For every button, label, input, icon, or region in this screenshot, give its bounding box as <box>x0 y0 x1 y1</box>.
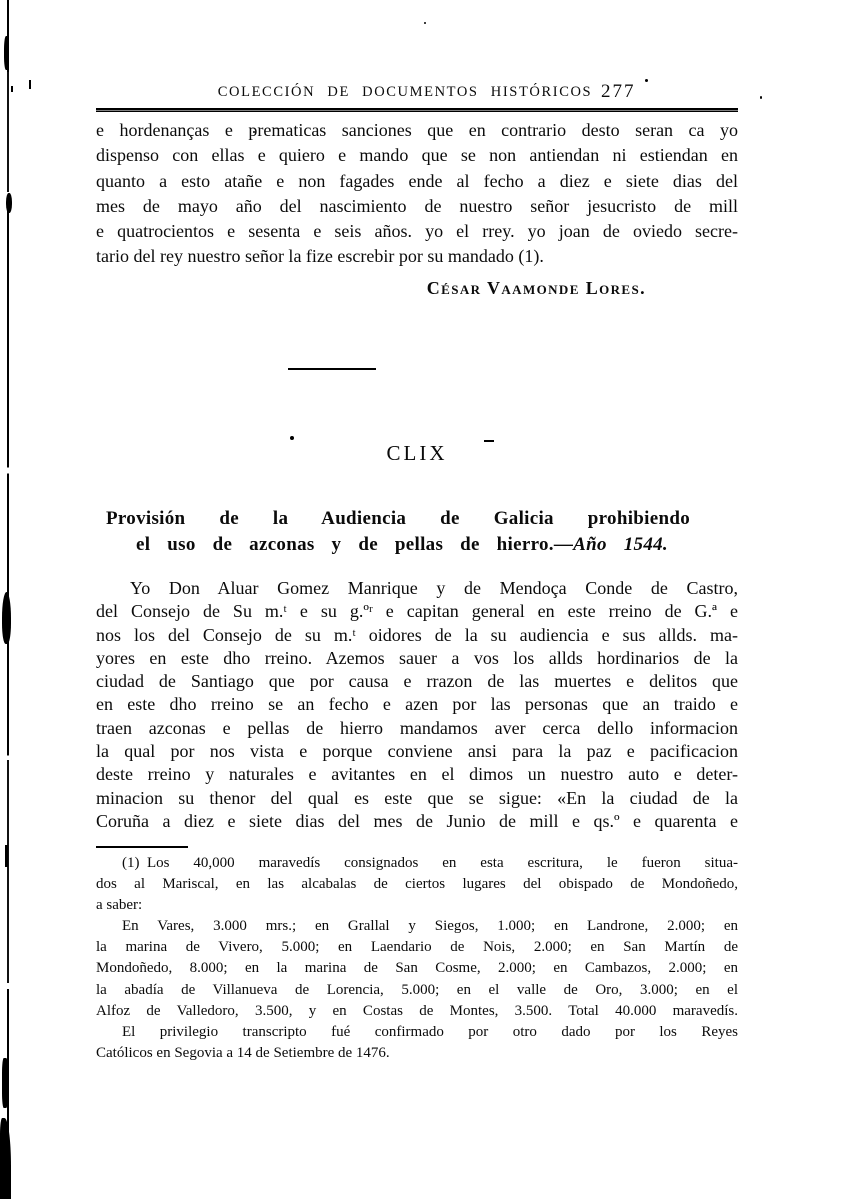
footnote-line: En Vares, 3.000 mrs.; en Grallal y Siegos, 1.000; en Landrone, 2.000; en <box>122 918 738 935</box>
ink-tick <box>29 80 31 89</box>
ink-tick <box>11 86 13 92</box>
footnote-rule <box>96 846 188 848</box>
text-line: deste rreino y naturales e avitantes en el dimos un nuestro auto e deter- <box>96 764 738 785</box>
footnote-line: (1) Los 40,000 maravedís consignados en esta escritura, le fueron situa- <box>122 855 738 871</box>
text-line: del Consejo de Su m.ᵗ e su g.ºʳ e capitan general en este rreino de G.ª e <box>96 601 738 622</box>
text-line: minacion su thenor del qual es este que se sigue: «En la ciudad de la <box>96 787 738 808</box>
footnote-line: Católicos en Segovia a 14 de Setiembre de 1476. <box>96 1044 390 1061</box>
footnote-line: la marina de Vivero, 5.000; en Laendario de Nois, 2.000; en San Martín de <box>96 939 738 956</box>
closing-paragraph <box>96 118 738 270</box>
ink-blob <box>2 1058 8 1108</box>
text-line: Yo Don Aluar Gomez Manrique y de Mendoça Conde de Castro, <box>130 578 738 598</box>
footnote <box>96 853 738 1064</box>
section-divider-rule <box>288 368 376 370</box>
page-number: 277 <box>601 81 636 102</box>
text-line: yores en este dho rreino. Azemos sauer a vos los allds hordinarios de la <box>96 647 738 668</box>
ink-blob <box>2 592 11 644</box>
ink-blob <box>4 36 9 70</box>
text-line: dispenso con ellas e quiero e mando que se non antiendan ni estiendan en <box>96 145 738 166</box>
ink-blob <box>5 845 8 867</box>
running-title: COLECCIÓN DE DOCUMENTOS HISTÓRICOS <box>217 84 593 100</box>
body-paragraph <box>96 577 738 833</box>
text-line: ciudad de Santiago que por causa e rrazon de las muertes e delitos que <box>96 671 738 692</box>
text-line: nos los del Consejo de su m.ᵗ oidores de la su audiencia e sus allds. ma- <box>96 624 738 645</box>
text-line: mes de mayo año del nascimiento de nuestro señor jesucristo de mill <box>96 195 738 216</box>
section-title-line-2 <box>106 532 690 558</box>
section-title-year: Año 1544. <box>573 534 668 555</box>
text-line: tario del rey nuestro señor la fize escrebir por su mandado (1). <box>96 246 544 267</box>
footnote-line: a saber: <box>96 897 143 914</box>
text-line: traen azconas e pellas de hierro mandamos aver cerca dello informacion <box>96 717 738 738</box>
section-title-line-2-text: el uso de azconas y de pellas de hierro.— <box>136 534 574 555</box>
ink-blob <box>6 193 12 213</box>
footnote-line: El privilegio transcripto fué confirmado por otro dado por los Reyes <box>122 1023 738 1040</box>
section-title <box>106 506 690 558</box>
ink-speck <box>424 22 426 24</box>
section-title-line-1: Provisión de la Audiencia de Galicia prohibiendo <box>106 508 690 529</box>
text-line: en este dho rreino se an fecho e azen por las personas que an traido e <box>96 694 738 715</box>
footnote-line: Alfoz de Valledoro, 3.500, y en Costas de Montes, 3.500. Total 40.000 maravedís. <box>96 1002 738 1019</box>
header-rule <box>96 108 738 112</box>
footnote-line: Mondoñedo, 8.000; en la marina de San Cosme, 2.000; en Cambazos, 2.000; en <box>96 960 738 977</box>
ink-blob <box>0 1118 11 1199</box>
author-signature: César Vaamonde Lores. <box>426 278 646 298</box>
ink-speck <box>760 96 762 99</box>
text-line: la qual por nos vista e porque conviene ansi para la paz e pacificacion <box>96 741 738 762</box>
text-line: quanto a esto atañe e non fagades ende al fecho a diez e siete dias del <box>96 170 738 191</box>
footnote-line: dos al Mariscal, en las alcabalas de ciertos lugares del obispado de Mondoñedo, <box>96 876 738 893</box>
text-line: e quatrocientos e sesenta e seis años. yo el rrey. yo joan de oviedo secre- <box>96 221 738 242</box>
text-line: e hordenanças e prematicas sanciones que en contrario desto seran ca yo <box>96 120 738 140</box>
footnote-line: la abadía de Villanueva de Lorencia, 5.000; en el valle de Oro, 3.000; en el <box>96 981 738 998</box>
ink-speck <box>290 436 294 440</box>
text-line: Coruña a diez e siete dias del mes de Junio de mill e qs.º e quarenta e <box>96 810 738 831</box>
ink-speck <box>645 79 648 82</box>
section-number: CLIX <box>386 441 448 465</box>
